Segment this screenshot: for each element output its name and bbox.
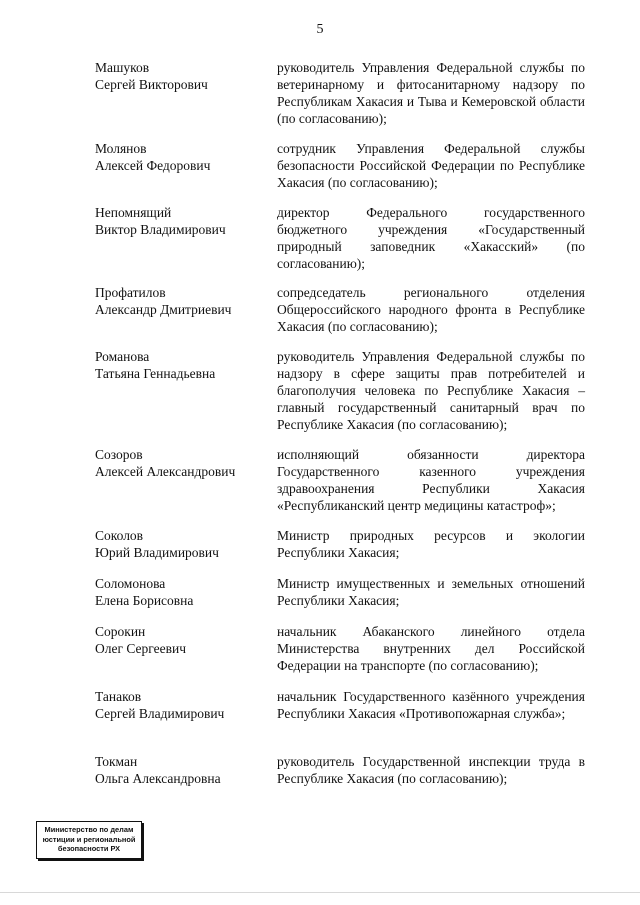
person-surname: Машуков (95, 60, 150, 75)
person-given-names: Олег Сергеевич (95, 641, 187, 656)
person-position: Министр имущественных и земельных отношений Республики Хакасия; (277, 576, 585, 608)
person-given-names: Алексей Федорович (95, 158, 211, 173)
person-name (95, 527, 270, 561)
person-name (95, 284, 270, 318)
person-given-names: Елена Борисовна (95, 593, 194, 608)
person-given-names: Виктор Владимирович (95, 222, 226, 237)
person-surname: Соломонова (95, 576, 166, 591)
person-position: директор Федерального государственного бюджетного учреждения «Государственный природный заповедник «Хакасский» (по согласованию); (277, 205, 585, 271)
person-name (95, 575, 270, 609)
person-surname: Сорокин (95, 624, 146, 639)
person-surname: Созоров (95, 447, 143, 462)
person-position: руководитель Управления Федеральной службы по ветеринарному и фитосанитарному надзору по Республикам Хакасия и Тыва и Кемеровской области (по согласованию); (277, 60, 585, 126)
person-position: Министр природных ресурсов и экологии Республики Хакасия; (277, 528, 585, 560)
person-position: начальник Абаканского линейного отдела Министерства внутренних дел Российской Федерации на транспорте (по согласованию); (277, 624, 585, 673)
person-name (95, 446, 270, 480)
person-position: руководитель Управления Федеральной службы по надзору в сфере защиты прав потребителей и благополучия человека по Республике Хакасия – главный государственный санитарный врач по Республике Хакасия (по согласованию); (277, 349, 585, 432)
person-given-names: Александр Дмитриевич (95, 302, 232, 317)
person-name (95, 623, 270, 657)
stamp-line: безопасности РХ (57, 844, 121, 854)
person-given-names: Юрий Владимирович (95, 545, 219, 560)
person-position: сотрудник Управления Федеральной службы безопасности Российской Федерации по Республике Хакасия (по согласованию); (277, 141, 585, 190)
person-surname: Романова (95, 349, 150, 364)
person-given-names: Татьяна Геннадьевна (95, 366, 216, 381)
person-given-names: Ольга Александровна (95, 771, 221, 786)
stamp-line: Министерство по делам (44, 825, 134, 834)
stamp-line: юстиции и региональной (42, 834, 136, 844)
person-name (95, 688, 270, 722)
person-surname: Соколов (95, 528, 144, 543)
person-given-names: Сергей Владимирович (95, 706, 225, 721)
person-surname: Танаков (95, 689, 142, 704)
person-name (95, 140, 270, 174)
person-position: исполняющий обязанности директора Государственного казенного учреждения здравоохранения Республики Хакасия «Республиканский центр медицины катастроф»; (277, 447, 585, 513)
person-name (95, 59, 270, 93)
ministry-stamp (36, 821, 142, 859)
person-name (95, 348, 270, 382)
person-position: руководитель Государственной инспекции труда в Республике Хакасия (по согласованию); (277, 754, 585, 786)
person-name (95, 753, 270, 787)
person-surname: Профатилов (95, 285, 166, 300)
person-name (95, 204, 270, 238)
person-given-names: Сергей Викторович (95, 77, 208, 92)
person-surname: Непомнящий (95, 205, 172, 220)
page-bottom-edge (0, 892, 640, 893)
person-given-names: Алексей Александрович (95, 464, 236, 479)
page-number: 5 (316, 22, 324, 37)
person-surname: Молянов (95, 141, 147, 156)
person-position: сопредседатель регионального отделения Общероссийского народного фронта в Республике Хакасия (по согласованию); (277, 285, 585, 334)
person-position: начальник Государственного казённого учреждения Республики Хакасия «Противопожарная служба»; (277, 689, 585, 721)
person-surname: Токман (95, 754, 138, 769)
